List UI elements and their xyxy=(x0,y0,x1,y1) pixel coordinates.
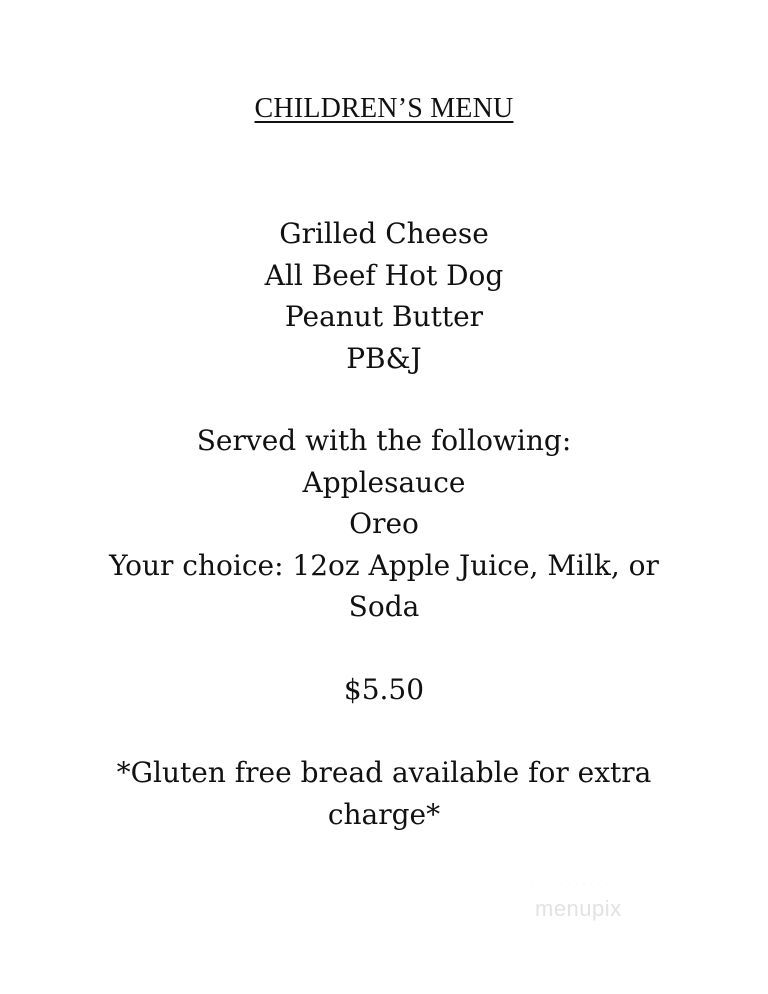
menu-items-list xyxy=(0,213,768,379)
menu-item: All Beef Hot Dog xyxy=(264,258,504,292)
drink-choice-line: Soda xyxy=(348,590,420,623)
menu-item: PB&J xyxy=(346,341,422,375)
side-item: Oreo xyxy=(349,507,419,540)
side-item: Applesauce xyxy=(302,465,466,499)
menu-title: CHILDREN’S MENU xyxy=(254,93,514,124)
menu-item: Peanut Butter xyxy=(284,300,484,333)
gluten-free-note xyxy=(0,752,768,835)
price-value: $5.50 xyxy=(343,673,425,706)
menu-item: Grilled Cheese xyxy=(279,217,489,250)
watermark-faint-line: · · · · · · · · · · · · xyxy=(530,878,617,888)
note-line: *Gluten free bread available for extra xyxy=(116,756,652,789)
served-with-heading: Served with the following: xyxy=(196,424,572,457)
watermark xyxy=(520,876,690,926)
note-line: charge* xyxy=(327,797,441,831)
drink-choice-line: Your choice: 12oz Apple Juice, Milk, or xyxy=(109,548,659,582)
price xyxy=(0,669,768,711)
served-with-section xyxy=(0,420,768,628)
watermark-logo: menupix xyxy=(535,896,622,921)
